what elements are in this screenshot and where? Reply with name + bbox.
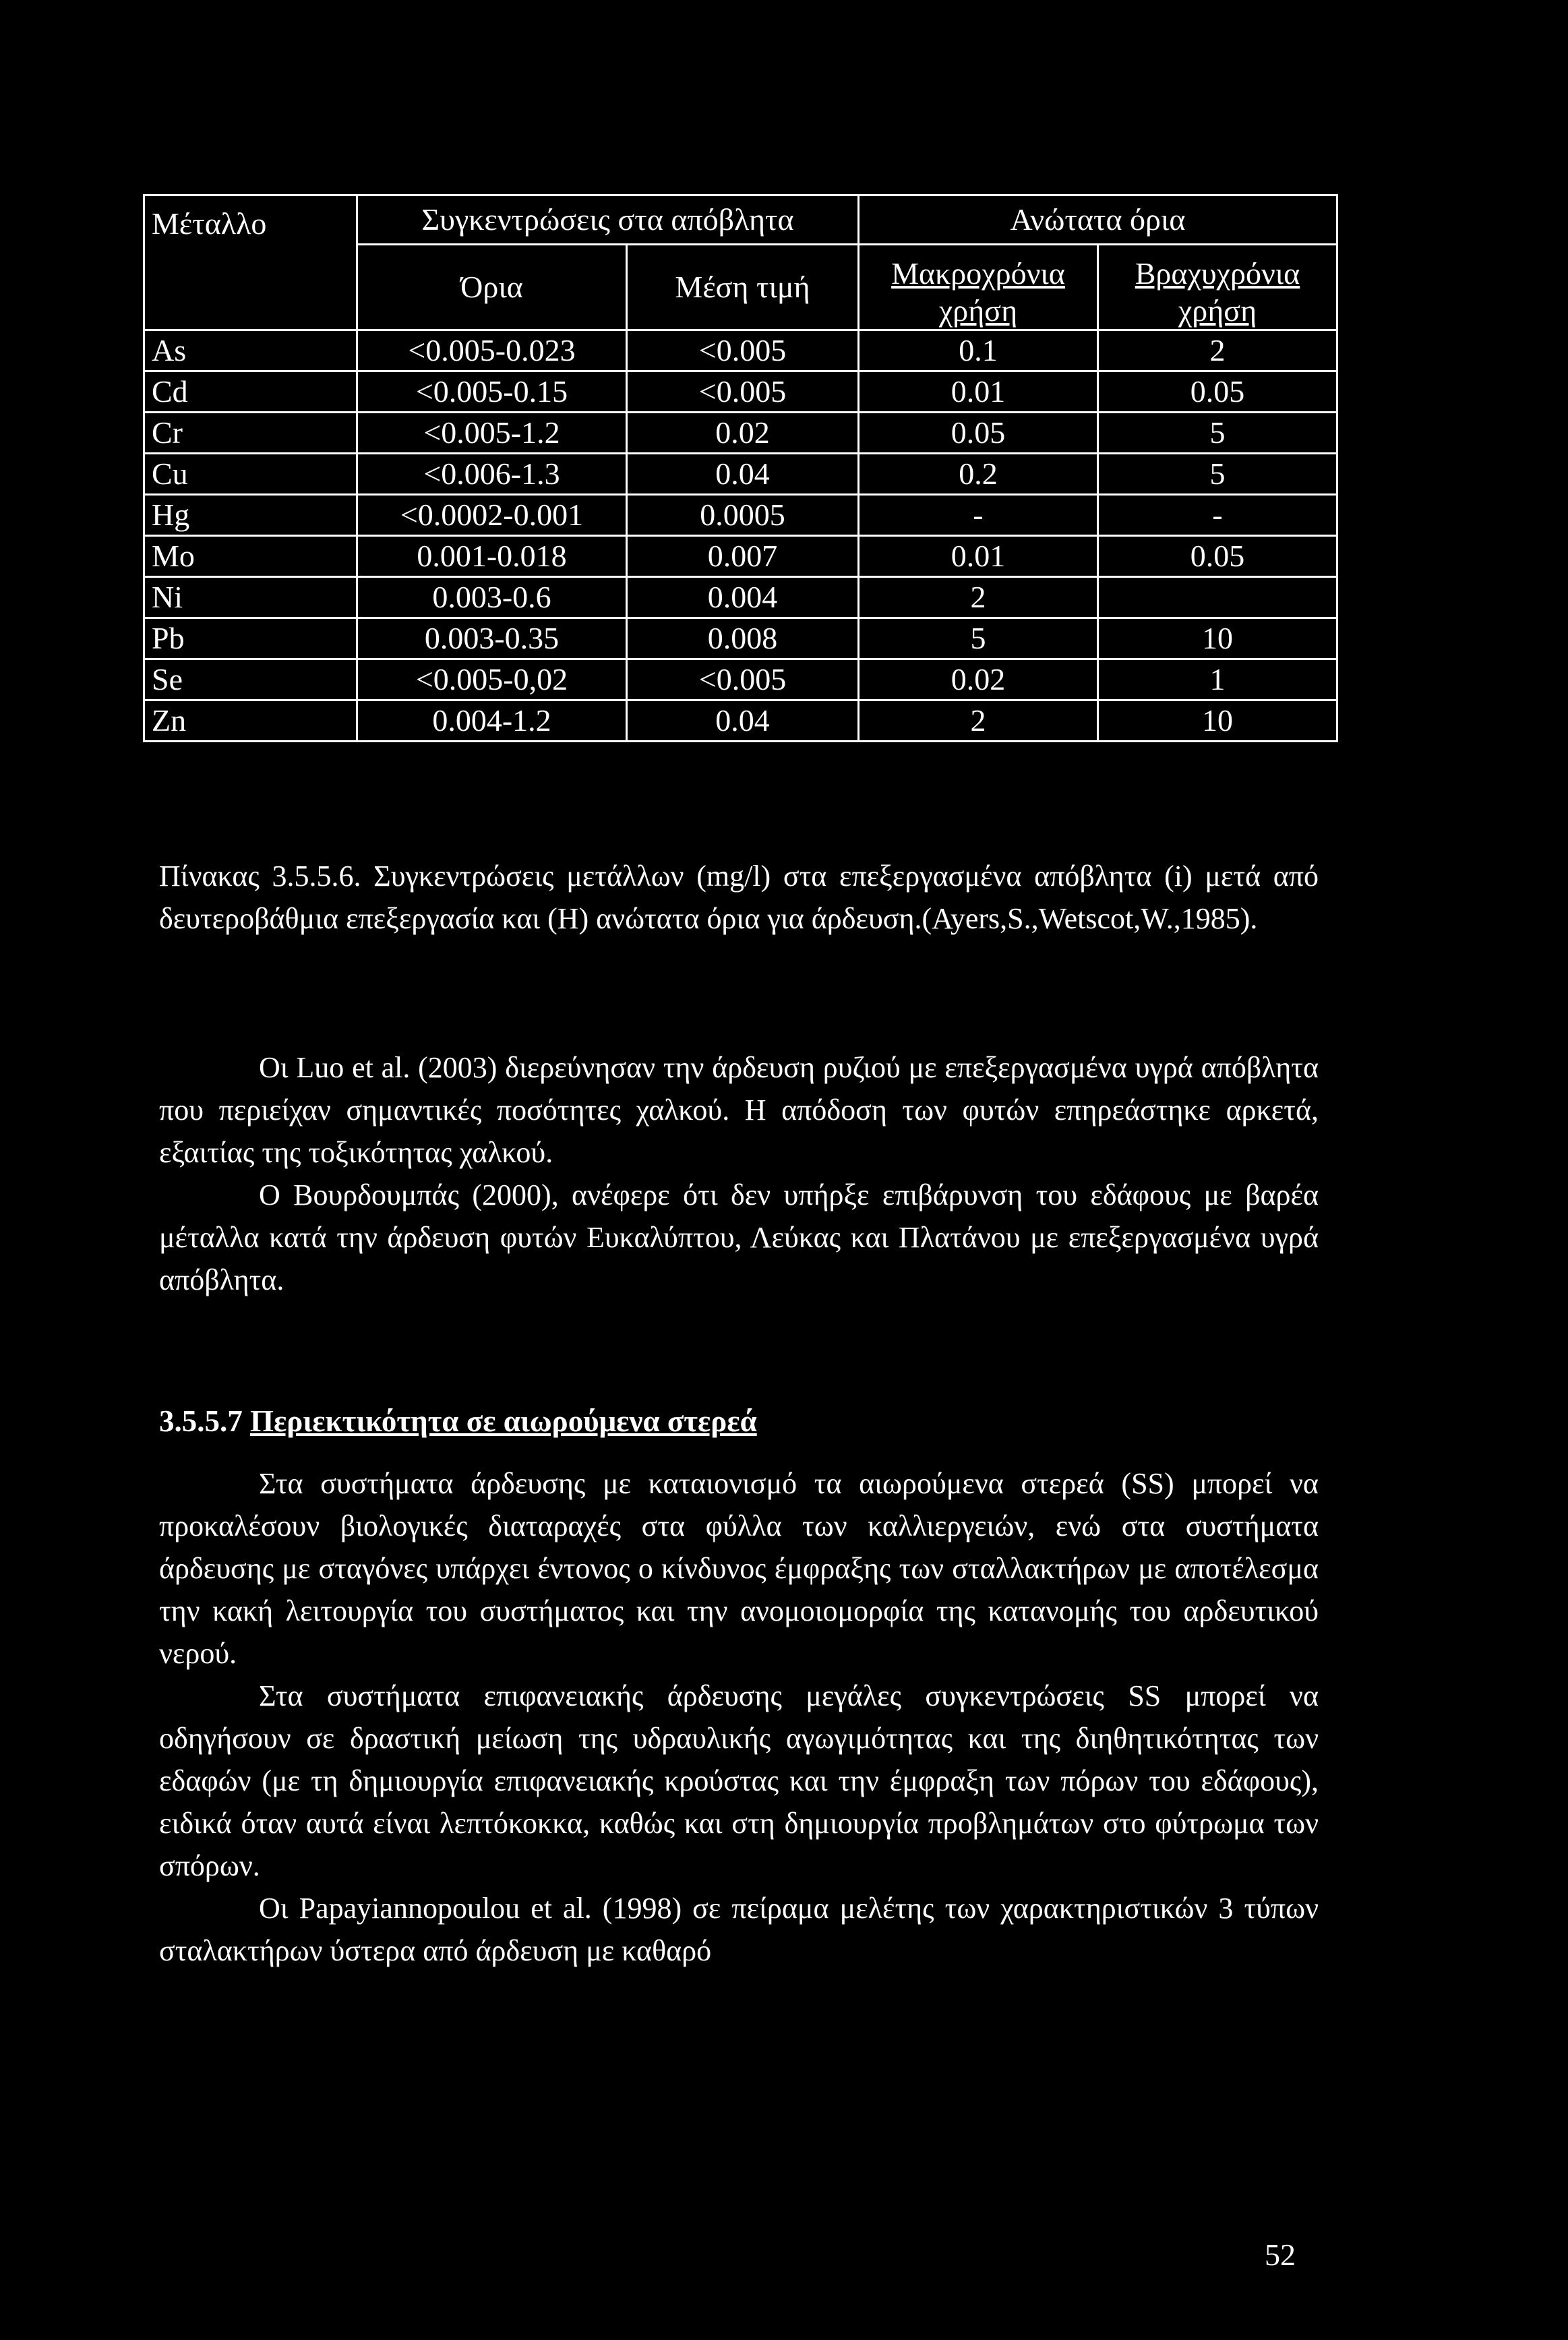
cell-mean: 0.004 [627,577,859,618]
header-max-limits: Ανώτατα όρια [859,196,1337,245]
cell-range: 0.003-0.6 [357,577,627,618]
table-caption: Πίνακας 3.5.5.6. Συγκεντρώσεις μετάλλων (mg/l) στα επεξεργασμένα απόβλητα (i) μετά από δευτεροβάθμια επεξεργασία και (Η) ανώτατα όρια για άρδευση.(Ayers,S.,Wetscot,W.,1985). [159,860,1319,935]
cell-metal: Ni [144,577,357,618]
cell-metal: Cd [144,371,357,413]
cell-range: 0.003-0.35 [357,618,627,659]
cell-short-term: 10 [1098,700,1337,742]
cell-short-term: 0.05 [1098,371,1337,413]
heavy-metals-table [143,194,1338,742]
cell-mean: <0.005 [627,371,859,413]
table-row [144,330,1337,371]
paragraph-vourdoumpas: Ο Βουρδουμπάς (2000), ανέφερε ότι δεν υπήρξε επιβάρυνση του εδάφους με βαρέα μέταλλα κατά την άρδευση φυτών Ευκαλύπτου, Λεύκας και Πλατάνου με επεξεργασμένα υγρά απόβλητα. [159,1178,1319,1296]
cell-long-term: 0.05 [859,413,1098,454]
page-number: 52 [1265,2238,1296,2272]
header-short-term-use: Βραχυχρόνια χρήση [1098,245,1337,330]
cell-short-term: - [1098,495,1337,536]
table-row [144,618,1337,659]
table-row [144,700,1337,742]
header-metal: Μέταλλο [144,196,357,330]
header-mean: Μέση τιμή [627,245,859,330]
cell-short-term: 2 [1098,330,1337,371]
paragraph-sprinkler: Στα συστήματα άρδευσης με καταιονισμό τα αιωρούμενα στερεά (SS) μπορεί να προκαλέσουν βιολογικές διαταραχές στα φύλλα των καλλιεργειών, ενώ στα συστήματα άρδευσης με σταγόνες υπάρχει έντονος ο κίνδυνος έμφραξης των σταλλακτήρων με αποτέλεσμα την κακή λειτουργία του συστήματος και την ανομοιομορφία της κατανομής του αρδευτικού νερού. [159,1467,1319,1670]
cell-range: <0.005-0.15 [357,371,627,413]
cell-metal: Hg [144,495,357,536]
table-row [144,495,1337,536]
cell-mean: 0.008 [627,618,859,659]
paragraph-surface-irrigation: Στα συστήματα επιφανειακής άρδευσης μεγάλες συγκεντρώσεις SS μπορεί να οδηγήσουν σε δραστική μείωση της υδραυλικής αγωγιμότητας και της διηθητικότητας των εδαφών (με τη δημιουργία επιφανειακής κρούστας και την έμφραξη των πόρων του εδάφους), ειδικά όταν αυτά είναι λεπτόκοκκα, καθώς και στη δημιουργία προβλημάτων στο φύτρωμα των σπόρων. [159,1679,1319,1882]
cell-mean: 0.007 [627,536,859,577]
cell-short-term [1098,577,1337,618]
table-row [144,413,1337,454]
table-row [144,577,1337,618]
cell-mean: 0.04 [627,700,859,742]
cell-range: 0.001-0.018 [357,536,627,577]
cell-short-term: 10 [1098,618,1337,659]
cell-mean: 0.0005 [627,495,859,536]
cell-metal: Pb [144,618,357,659]
cell-long-term: 0.02 [859,659,1098,700]
cell-long-term: 2 [859,577,1098,618]
section-heading [159,1404,757,1439]
cell-metal: As [144,330,357,371]
cell-mean: 0.02 [627,413,859,454]
body-block-1 [159,1046,1319,1301]
cell-long-term: 0.01 [859,536,1098,577]
cell-short-term: 1 [1098,659,1337,700]
cell-metal: Cr [144,413,357,454]
table-row [144,371,1337,413]
header-effluent-concentrations: Συγκεντρώσεις στα απόβλητα [357,196,859,245]
paragraph-luo: Οι Luo et al. (2003) διερεύνησαν την άρδευση ρυζιού με επεξεργασμένα υγρά απόβλητα που περιείχαν σημαντικές ποσότητες χαλκού. Η απόδοση των φυτών επηρεάστηκε αρκετά, εξαιτίας της τοξικότητας χαλκού. [159,1051,1319,1169]
cell-range: 0.004-1.2 [357,700,627,742]
cell-metal: Zn [144,700,357,742]
cell-long-term: 5 [859,618,1098,659]
cell-range: <0.0002-0.001 [357,495,627,536]
body-block-2 [159,1462,1319,1972]
cell-long-term: - [859,495,1098,536]
cell-mean: <0.005 [627,659,859,700]
cell-long-term: 0.01 [859,371,1098,413]
section-title: Περιεκτικότητα σε αιωρούμενα στερεά [250,1404,757,1438]
paragraph-papayiannopoulou: Οι Papayiannopoulou et al. (1998) σε πείραμα μελέτης των χαρακτηριστικών 3 τύπων σταλακτήρων ύστερα από άρδευση με καθαρό [159,1892,1319,1967]
table-header-row [144,196,1337,245]
header-long-term-use: Μακροχρόνια χρήση [859,245,1098,330]
table-body [144,330,1337,742]
table-row [144,454,1337,495]
cell-metal: Cu [144,454,357,495]
cell-range: <0.005-0,02 [357,659,627,700]
table-row [144,536,1337,577]
header-range: Όρια [357,245,627,330]
cell-long-term: 0.2 [859,454,1098,495]
cell-short-term: 5 [1098,454,1337,495]
cell-long-term: 0.1 [859,330,1098,371]
cell-range: <0.005-1.2 [357,413,627,454]
cell-mean: <0.005 [627,330,859,371]
cell-metal: Mo [144,536,357,577]
cell-range: <0.005-0.023 [357,330,627,371]
table-row [144,659,1337,700]
cell-short-term: 5 [1098,413,1337,454]
cell-short-term: 0.05 [1098,536,1337,577]
section-number: 3.5.5.7 [159,1404,243,1438]
cell-metal: Se [144,659,357,700]
cell-long-term: 2 [859,700,1098,742]
cell-mean: 0.04 [627,454,859,495]
cell-range: <0.006-1.3 [357,454,627,495]
